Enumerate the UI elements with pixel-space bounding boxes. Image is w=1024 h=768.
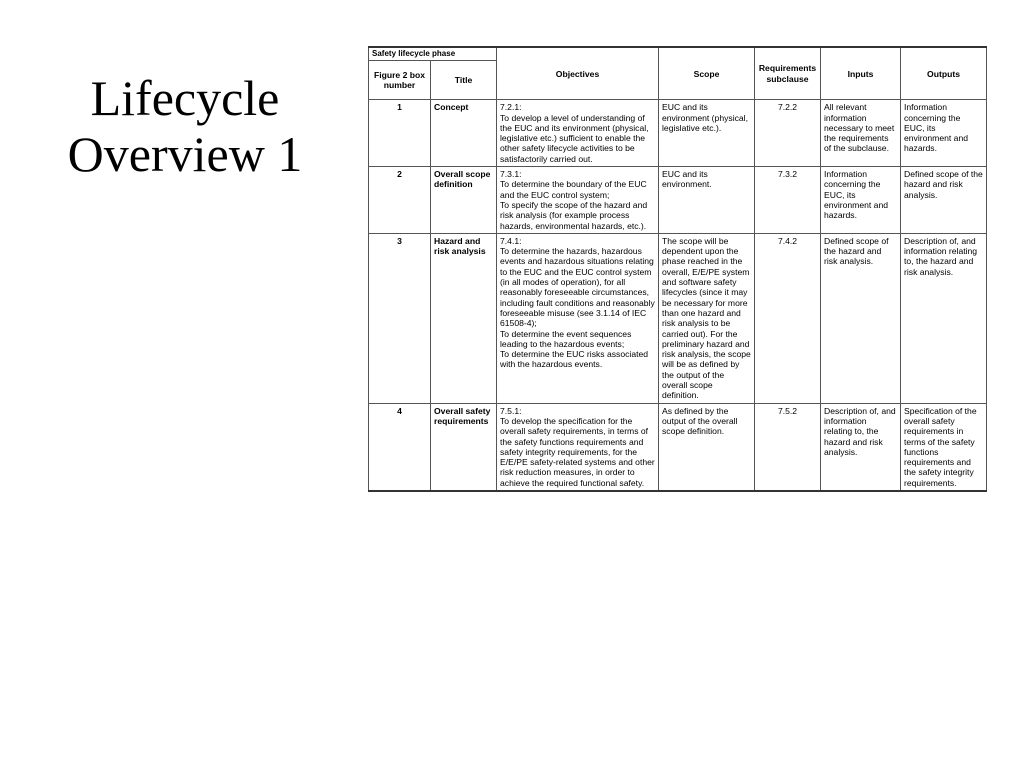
lifecycle-table-container [368,46,986,492]
header-box-number: Figure 2 box number [369,61,431,100]
row-objectives [497,100,659,167]
row-box-number: 3 [369,233,431,403]
table-row [369,233,987,403]
row-objectives-text: To develop a level of understanding of the EUC and its environment (physical, legislative etc.) sufficient to enable the other safety lifecycle activities to be satisfactorily carried out. [500,112,649,164]
table-row [369,167,987,234]
header-outputs: Outputs [901,47,987,100]
row-outputs: Information concerning the EUC, its environment and hazards. [901,100,987,167]
row-inputs: Description of, and information relating to, the hazard and risk analysis. [821,403,901,491]
row-objectives [497,233,659,403]
row-box-number: 1 [369,100,431,167]
row-inputs: Information concerning the EUC, its environment and hazards. [821,167,901,234]
row-objectives-ref: 7.2.1: [500,102,522,113]
row-objectives-ref: 7.3.1: [500,169,522,180]
header-title: Title [431,61,497,100]
row-outputs: Defined scope of the hazard and risk analysis. [901,167,987,234]
row-outputs: Specification of the overall safety requirements in terms of the safety functions requirements and the safety integrity requirements. [901,403,987,491]
header-inputs: Inputs [821,47,901,100]
header-row-group [369,47,987,61]
row-objectives [497,403,659,491]
row-objectives-text: To determine the hazards, hazardous events and hazardous situations relating to the EUC and the EUC control system (in all modes of operation), for all reasonably foreseeable circumstances, including fault conditions and reasonably foreseeable misuse (see 3.1.14 of IEC 61508-4); To determine the event sequences leading to the hazardous events; To determine the EUC risks associated with the hazardous events. [500,246,655,370]
header-clause: Requirements subclause [755,47,821,100]
row-title: Hazard and risk analysis [431,233,497,403]
row-objectives-text: To develop the specification for the overall safety requirements, in terms of the safety functions requirements and safety integrity requirements, for the E/E/PE safety-related systems and other risk reduction measures, in order to achieve the required functional safety. [500,415,655,488]
row-objectives [497,167,659,234]
row-scope: EUC and its environment. [659,167,755,234]
row-scope: The scope will be dependent upon the phase reached in the overall, E/E/PE system and software safety lifecycles (since it may be necessary for more than one hazard and risk analysis to be carried out). For the preliminary hazard and risk analysis, the scope will be as defined by the output of the overall scope definition. [659,233,755,403]
row-inputs: All relevant information necessary to meet the requirements of the subclause. [821,100,901,167]
row-scope: As defined by the output of the overall scope definition. [659,403,755,491]
row-inputs: Defined scope of the hazard and risk analysis. [821,233,901,403]
table-row [369,403,987,491]
row-objectives-ref: 7.5.1: [500,405,522,416]
header-phase-group: Safety lifecycle phase [369,47,497,61]
slide-title [30,70,340,182]
row-clause: 7.5.2 [755,403,821,491]
lifecycle-table [368,46,987,492]
row-box-number: 2 [369,167,431,234]
row-objectives-ref: 7.4.1: [500,235,522,246]
slide-title-line-1: Lifecycle [90,70,280,126]
row-clause: 7.4.2 [755,233,821,403]
row-outputs: Description of, and information relating to, the hazard and risk analysis. [901,233,987,403]
table-row [369,100,987,167]
row-clause: 7.2.2 [755,100,821,167]
row-objectives-text: To determine the boundary of the EUC and the EUC control system; To specify the scope of the hazard and risk analysis (for example process hazards, environmental hazards, etc.). [500,179,648,231]
row-title: Overall scope definition [431,167,497,234]
row-scope: EUC and its environment (physical, legislative etc.). [659,100,755,167]
row-clause: 7.3.2 [755,167,821,234]
row-title: Concept [431,100,497,167]
row-box-number: 4 [369,403,431,491]
header-scope: Scope [659,47,755,100]
slide-title-line-2: Overview 1 [67,126,303,182]
header-objectives: Objectives [497,47,659,100]
row-title: Overall safety requirements [431,403,497,491]
